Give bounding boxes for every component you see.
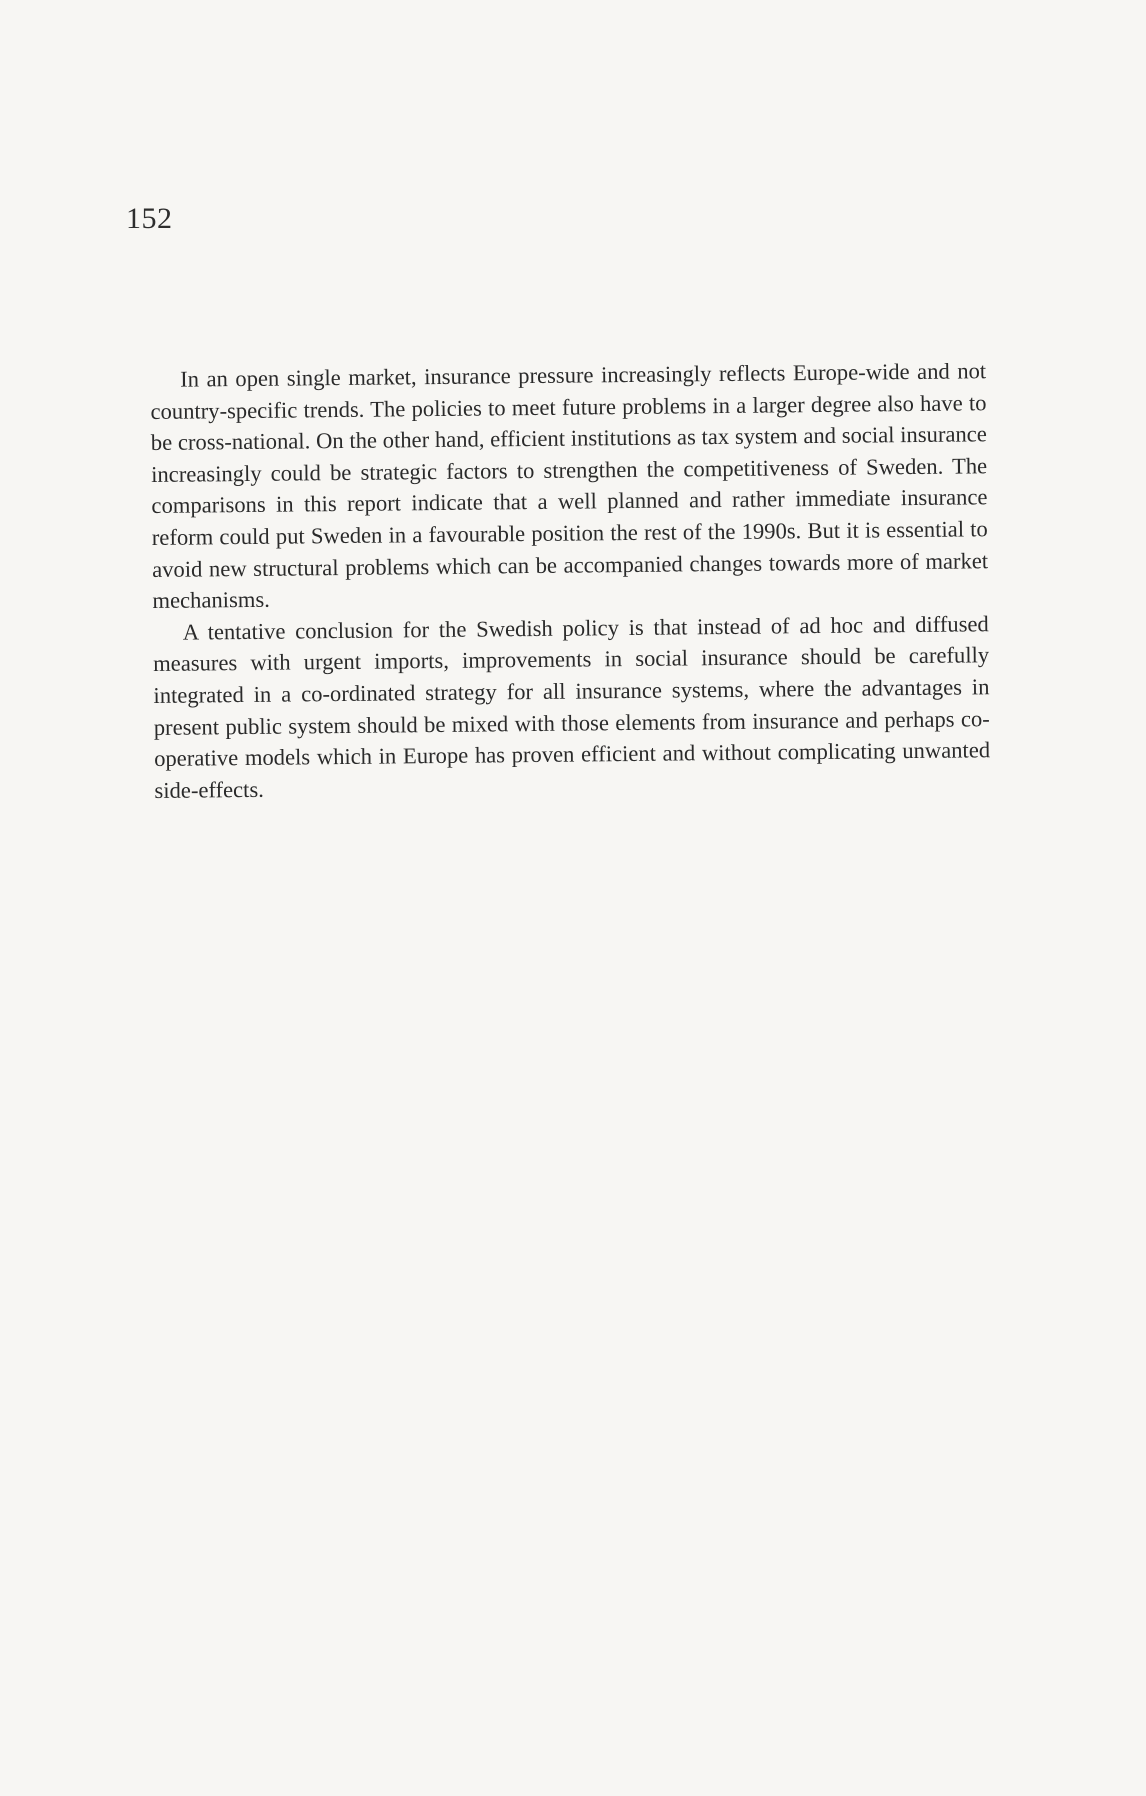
paragraph-1: In an open single market, insurance pressure increasingly reflects Europe-wide and not country-specific trends. The policies to meet future problems in a larger degree also have to be cross-national. On the other hand, efficient institutions as tax system and social insurance increasingly could be strategic factors to strengthen the competitiveness of Sweden. The comparisons in this report indicate that a well planned and rather immediate insurance reform could put Sweden in a favourable position the rest of the 1990s. But it is essential to avoid new structural problems which can be accompanied changes towards more of market mechanisms. xyxy=(150,358,989,614)
page-number: 152 xyxy=(126,202,173,235)
body-text xyxy=(150,355,991,806)
paragraph-2: A tentative conclusion for the Swedish policy is that instead of ad hoc and diffused measures with urgent imports, improvements in social insurance should be carefully integrated in a co-ordinated strategy for all insurance systems, where the advantages in present public system should be mixed with those elements from insurance and perhaps co-operative models which in Europe has proven efficient and without complicating unwanted side-effects. xyxy=(153,610,991,803)
